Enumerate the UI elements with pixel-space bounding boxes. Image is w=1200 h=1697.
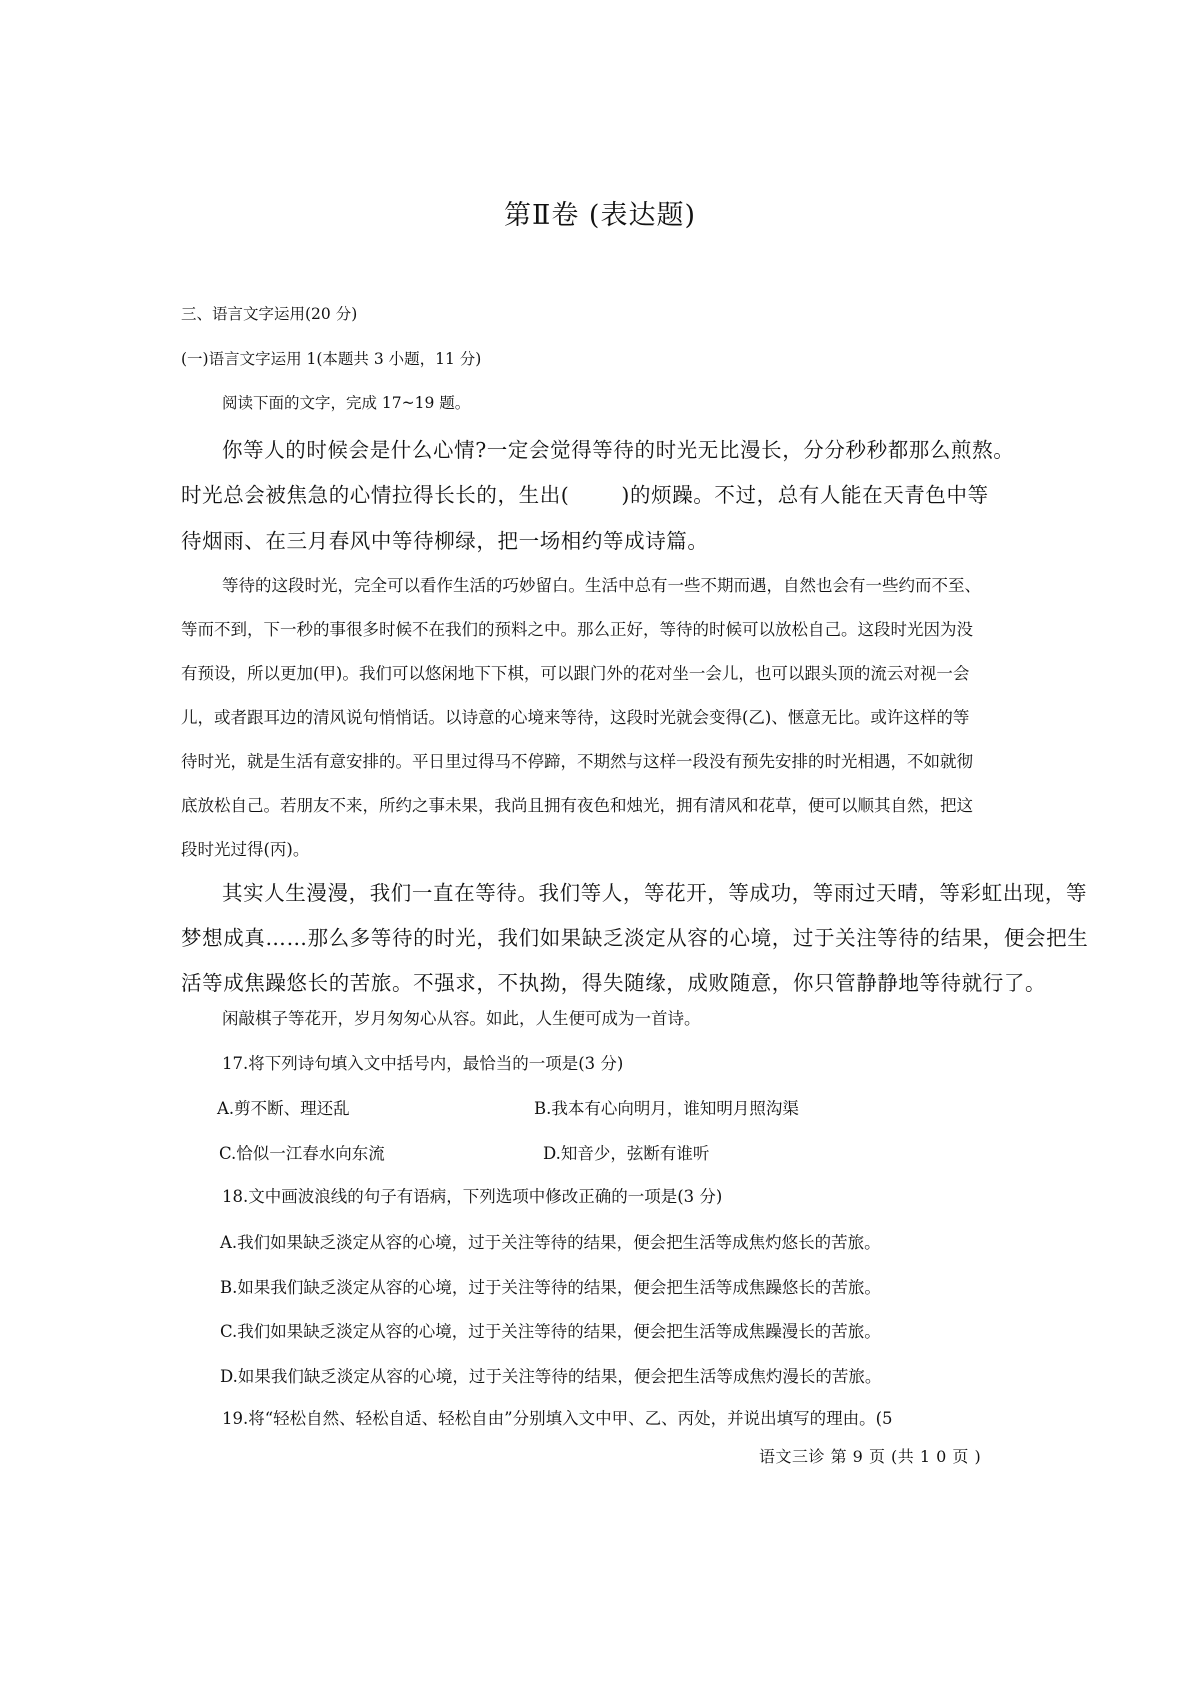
passage-p3-line3: 活等成焦躁悠长的苦旅。不强求，不执拗，得失随缘，成败随意，你只管静静地等待就行了。 [181,971,1047,995]
page-title: 第Ⅱ卷 (表达题) [503,200,696,231]
passage-p1-line2 [181,478,989,508]
page-footer: 语文三诊 第 9 页 (共 1 0 页 ) [759,1447,982,1466]
question-18-option-d: D.如果我们缺乏淡定从容的心境，过于关注等待的结果，便会把生活等成焦灼漫长的苦旅。 [220,1367,882,1386]
question-18-option-c: C.我们如果缺乏淡定从容的心境，过于关注等待的结果，便会把生活等成焦躁漫长的苦旅。 [220,1322,881,1341]
passage-p1-line2-before-blank: 时光总会被焦急的心情拉得长长的，生出( [181,483,570,507]
question-17-option-a: A.剪不断、理还乱 [217,1099,350,1118]
passage-p2-line6: 底放松自己。若朋友不来，所约之事未果，我尚且拥有夜色和烛光，拥有清风和花草，便可以顺其自然，把这 [181,796,973,815]
question-17-option-d: D.知音少，弦断有谁听 [543,1144,710,1163]
passage-p2-line3: 有预设，所以更加(甲)。我们可以悠闲地下下棋，可以跟门外的花对坐一会儿，也可以跟头顶的流云对视一会 [181,664,970,683]
passage-p2-line1: 等待的这段时光，完全可以看作生活的巧妙留白。生活中总有一些不期而遇，自然也会有一些约而不至、 [222,576,981,595]
passage-p2-line2: 等而不到，下一秒的事很多时候不在我们的预料之中。那么正好，等待的时候可以放松自己。这段时光因为没 [181,620,973,639]
passage-p1-line2-after-blank: )的烦躁。不过，总有人能在天青色中等 [621,483,989,507]
question-17-stem: 17.将下列诗句填入文中括号内，最恰当的一项是(3 分) [222,1054,624,1073]
question-17-option-b: B.我本有心向明月，谁知明月照沟渠 [534,1099,799,1118]
passage-p3-line2: 梦想成真……那么多等待的时光，我们如果缺乏淡定从容的心境，过于关注等待的结果，便会把生 [181,926,1089,950]
passage-p4-line1: 闲敲棋子等花开，岁月匆匆心从容。如此，人生便可成为一首诗。 [222,1009,701,1028]
question-19-stem: 19.将“轻松自然、轻松自适、轻松自由”分别填入文中甲、乙、丙处，并说出填写的理由。(5 [222,1409,893,1428]
passage-p2-line5: 待时光，就是生活有意安排的。平日里过得马不停蹄，不期然与这样一段没有预先安排的时光相遇，不如就彻 [181,752,973,771]
question-17-option-c: C.恰似一江春水向东流 [219,1144,385,1163]
question-18-stem: 18.文中画波浪线的句子有语病，下列选项中修改正确的一项是(3 分) [222,1187,723,1206]
subsection-heading: (一)语言文字运用 1(本题共 3 小题，11 分) [181,350,482,368]
question-18-option-a: A.我们如果缺乏淡定从容的心境，过于关注等待的结果，便会把生活等成焦灼悠长的苦旅。 [220,1233,881,1252]
reading-instruction: 阅读下面的文字，完成 17~19 题。 [222,394,471,412]
passage-p2-line4: 儿，或者跟耳边的清风说句悄悄话。以诗意的心境来等待，这段时光就会变得(乙)、惬意无比。或许这样的等 [181,708,970,727]
question-18-option-b: B.如果我们缺乏淡定从容的心境，过于关注等待的结果，便会把生活等成焦躁悠长的苦旅。 [220,1278,881,1297]
passage-p1-line3: 待烟雨、在三月春风中等待柳绿，把一场相约等成诗篇。 [181,529,709,553]
passage-p1-line1: 你等人的时候会是什么心情?一定会觉得等待的时光无比漫长，分分秒秒都那么煎熬。 [222,438,1015,462]
section-heading: 三、语言文字运用(20 分) [181,305,358,323]
passage-p2-line7: 段时光过得(丙)。 [181,840,310,859]
passage-p3-line1: 其实人生漫漫，我们一直在等待。我们等人，等花开，等成功，等雨过天晴，等彩虹出现，等 [222,881,1088,905]
